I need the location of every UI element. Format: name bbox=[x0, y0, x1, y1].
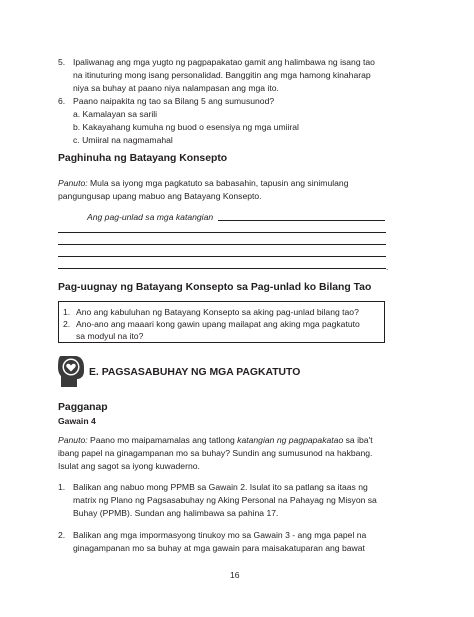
instruction-text: Mula sa iyong mga pagkatuto sa babasahin, tapusin ang sinimulang bbox=[87, 178, 349, 188]
question-number: 6. bbox=[58, 96, 66, 106]
answer-line[interactable] bbox=[58, 232, 386, 233]
option-b: b. Kakayahang kumuha ng buod o esensiya ng mga umiiral bbox=[73, 122, 299, 132]
question-text: niya sa buhay at paano niya nalampasan ang mga ito. bbox=[73, 83, 279, 93]
instruction-line bbox=[58, 177, 348, 189]
step-text: Balikan ang nabuo mong PPMB sa Gawain 2. Isulat ito sa patlang sa itaas ng bbox=[73, 482, 368, 492]
instruction-line bbox=[58, 434, 373, 446]
question-number: 5. bbox=[58, 57, 66, 67]
panuto-label: Panuto: bbox=[58, 435, 88, 445]
question-text: Paano naipakita ng tao sa Bilang 5 ang sumusunod? bbox=[73, 96, 275, 106]
head-with-heart-icon bbox=[57, 354, 85, 388]
sentence-prompt: Ang pag-unlad sa mga katangian bbox=[87, 212, 214, 222]
instruction-text: sa iba't bbox=[343, 435, 373, 445]
instruction-text: ibang papel na ginagampanan mo sa buhay? Sundin ang sumusunod na hakbang. bbox=[58, 448, 373, 458]
end-period: . bbox=[386, 262, 389, 272]
option-c: c. Umiiral na nagmamahal bbox=[73, 135, 173, 145]
answer-line[interactable] bbox=[58, 244, 386, 245]
step-number: 2. bbox=[58, 530, 66, 540]
step-text: ginagampanan mo sa buhay at mga gawain para maisakatuparan ang bawat bbox=[73, 543, 365, 553]
answer-line[interactable] bbox=[218, 220, 385, 221]
section-heading-paghinuha: Paghinuha ng Batayang Konsepto bbox=[58, 153, 228, 164]
gawain-label: Gawain 4 bbox=[58, 416, 96, 426]
section-e-title: E. PAGSASABUHAY NG MGA PAGKATUTO bbox=[89, 367, 301, 378]
instruction-text: Isulat ang sagot sa iyong kuwaderno. bbox=[58, 461, 200, 471]
instruction-text: pangungusap upang mabuo ang Batayang Konsepto. bbox=[58, 191, 262, 201]
question-number: 2. bbox=[63, 319, 71, 329]
emphasis-text: katangian ng pagpapakatao bbox=[237, 435, 344, 445]
panuto-label: Panuto: bbox=[58, 178, 88, 188]
step-text: Balikan ang mga impormasyong tinukoy mo sa Gawain 3 - ang mga papel na bbox=[73, 530, 367, 540]
reflection-question: Ano-ano ang maaari kong gawin upang mailapat ang aking mga pagkatuto bbox=[76, 319, 360, 329]
step-text: Buhay (PPMB). Sundan ang halimbawa sa pahina 17. bbox=[73, 508, 279, 518]
page-number: 16 bbox=[230, 570, 240, 580]
step-text: matrix ng Plano ng Pagsasabuhay ng Aking Personal na Pahayag ng Misyon sa bbox=[73, 495, 377, 505]
step-number: 1. bbox=[58, 482, 66, 492]
answer-line[interactable] bbox=[58, 256, 386, 257]
pagganap-heading: Pagganap bbox=[58, 402, 108, 413]
reflection-question: sa modyul na ito? bbox=[76, 331, 144, 341]
instruction-text: Paano mo maipamamalas ang tatlong bbox=[87, 435, 238, 445]
question-number: 1. bbox=[63, 307, 71, 317]
question-text: Ipaliwanag ang mga yugto ng pagpapakatao gamit ang halimbawa ng isang tao bbox=[73, 57, 375, 67]
reflection-question: Ano ang kabuluhan ng Batayang Konsepto sa aking pag-unlad bilang tao? bbox=[76, 307, 359, 317]
answer-line[interactable] bbox=[58, 268, 386, 269]
question-text: na itinuturing mong isang personalidad. Banggitin ang mga hamong kinaharap bbox=[73, 70, 371, 80]
option-a: a. Kamalayan sa sarili bbox=[73, 109, 158, 119]
section-heading-pag-uugnay: Pag-uugnay ng Batayang Konsepto sa Pag-unlad ko Bilang Tao bbox=[58, 282, 372, 293]
